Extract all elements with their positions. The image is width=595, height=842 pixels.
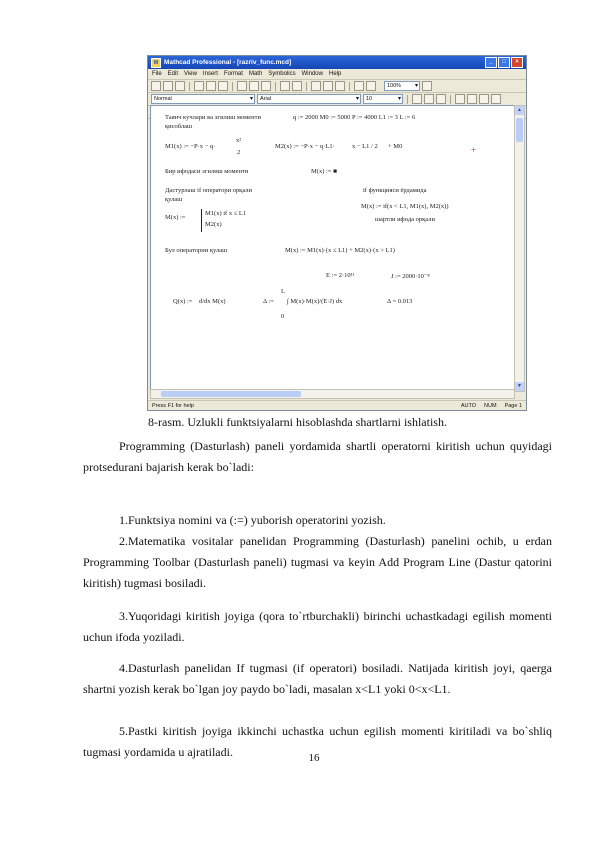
expr-int-upper: L [281,288,285,295]
align-center-icon[interactable] [467,94,477,104]
new-icon[interactable] [151,81,161,91]
menu-view[interactable]: View [184,71,197,77]
expr-if: M(x) := if(x < L1, M1(x), M2(x)) [361,203,449,210]
insert-unit-icon[interactable] [335,81,345,91]
open-icon[interactable] [163,81,173,91]
align-icon[interactable] [311,81,321,91]
bold-icon[interactable] [412,94,422,104]
paragraph [83,658,552,700]
undo-icon[interactable] [280,81,290,91]
expr-e: E := 2·10¹¹ [326,272,355,279]
paragraph-text: Programming (Dasturlash) paneli yordamida shartli operatorni kiritish uchun quyidagi protsedurani bajarish kerak bo`ladi: [83,439,552,475]
maximize-button[interactable]: □ [498,57,510,68]
expr-mx-line1: M1(x) if x ≤ L1 [205,210,247,217]
scroll-down-icon[interactable]: ▼ [515,382,524,391]
paragraph [83,606,552,648]
expr-mx: M(x) := [165,214,186,221]
expr-int-lower: 0 [281,313,285,320]
close-button[interactable]: × [511,57,523,68]
menu-insert[interactable]: Insert [202,71,218,77]
insert-function-icon[interactable] [323,81,333,91]
label-programming: Дастурлаш if оператори орқали [165,187,252,194]
status-help: Press F1 for help [152,402,194,409]
italic-icon[interactable] [424,94,434,104]
font-size-select[interactable]: 10 ▾ [363,94,403,104]
zoom-select[interactable]: 100% ▾ [384,81,420,91]
expr-params: q := 2000 M0 := 5000 P := 4000 L1 := 3 L := 6 [293,114,416,121]
expr-delta: Δ := [263,298,274,305]
align-right-icon[interactable] [479,94,489,104]
menu-file[interactable]: File [152,71,162,77]
paragraph-text: 2.Matematika vositalar panelidan Programming (Dasturlash) panelini ochib, u erdan Programming Toolbar (Dasturlash paneli) tugmasi va keyin Add Program Line (Dastur qatorini kiritish) tugmasi bosiladi. [83,534,552,591]
bullets-icon[interactable] [491,94,501,104]
page-number: 16 [308,752,320,764]
horizontal-scrollbar[interactable] [150,389,515,399]
align-left-icon[interactable] [455,94,465,104]
figure-caption: 8-rasm. Uzlukli funktsiyalarni hisoblashda shartlarni ishlatish. [148,415,447,429]
resource-icon[interactable] [366,81,376,91]
paragraph-text: 1.Funktsiya nomini va (:=) yuborish operatorini yozish. [119,513,386,527]
print-icon[interactable] [194,81,204,91]
label-programming-2: қулаш [165,196,183,203]
status-auto: AUTO [460,402,477,409]
label-conditional: шартли ифода орқали [375,216,435,223]
status-bar [148,400,526,410]
paragraph [83,531,552,595]
menu-bar [148,69,526,80]
redo-icon[interactable] [292,81,302,91]
paragraph-text: 3.Yuqoridagi kiritish joyiga (qora to`rtburchakli) birinchi uchastkadagi egilish momenti uchun ifoda yoziladi. [83,609,552,645]
label-reactions: Таянч кучлари ва эгилиш моменти [165,114,261,121]
expr-boolean: M(x) := M1(x)·(x ≤ L1) + M2(x)·(x > L1) [285,247,395,254]
expr-m2-tail: + M0 [388,143,403,150]
menu-symbolics[interactable]: Symbolics [268,71,296,77]
standard-toolbar [148,80,526,93]
save-icon[interactable] [175,81,185,91]
scroll-up-icon[interactable]: ▲ [515,106,524,115]
worksheet[interactable] [150,105,515,390]
style-select[interactable]: Normal ▾ [151,94,255,104]
expr-m2: M2(x) := −P·x − q·L1· [275,143,335,150]
help-icon[interactable] [422,81,432,91]
font-select[interactable]: Arial ▾ [257,94,361,104]
expr-m-placeholder: M(x) := ■ [311,168,338,175]
status-page: Page 1 [504,402,522,409]
label-if-function: if функцияси ёрдамида [363,187,427,194]
status-num: NUM [484,402,497,409]
expr-m1: M1(x) := −P·x − q· [165,143,216,150]
underline-icon[interactable] [436,94,446,104]
expr-delta-result: Δ = 0.013 [387,298,413,305]
menu-help[interactable]: Help [328,71,342,77]
menu-window[interactable]: Window [301,71,323,77]
spellcheck-icon[interactable] [218,81,228,91]
window-title: Mathcad Professional - [razriv_func.mcd] [164,59,292,66]
copy-icon[interactable] [249,81,259,91]
menu-math[interactable]: Math [248,71,263,77]
paragraph [83,510,552,531]
cut-icon[interactable] [237,81,247,91]
paste-icon[interactable] [261,81,271,91]
scroll-thumb[interactable] [516,118,523,142]
label-reactions-2: қисоблаш [165,123,193,130]
expr-integral: ∫ M(x)·M(x)/(E·J) dx [287,298,343,305]
label-boolean: Бул операторни қулаш [165,247,228,254]
expr-m1-num: x² [236,137,242,144]
hscroll-thumb[interactable] [161,391,301,397]
mathcad-app-icon: M [151,58,161,68]
expr-m2-paren: x − L1 / 2 [352,143,378,150]
expr-q-derivative: d/dx M(x) [199,298,226,305]
label-single-expr: Бир ифодаси эгилиш моменти [165,168,249,175]
calculate-icon[interactable] [354,81,364,91]
expr-m1-den: 2 [237,149,241,156]
paragraph [83,436,552,478]
paragraph-text: 4.Dasturlash panelidan If tugmasi (if operatori) bosiladi. Natijada kiritish joyi, qaerga shartni yozish kerak bo`lgan joy paydo bo`ladi, masalan x<L1 yoki 0<x<L1. [83,661,552,697]
expr-q: Q(x) := [173,298,193,305]
program-bar [201,209,202,232]
menu-edit[interactable]: Edit [167,71,179,77]
window-titlebar [148,56,526,69]
minimize-button[interactable]: _ [485,57,497,68]
expr-mx-line2: M2(x) [205,221,222,228]
paragraph-text: 5.Pastki kiritish joyiga ikkinchi uchastka uchun egilish momenti kiritiladi va bo`shliq tugmasi yordamida u ajratiladi. [83,724,552,760]
print-preview-icon[interactable] [206,81,216,91]
red-crosshair: + [471,145,477,155]
mathcad-screenshot [147,55,527,411]
menu-format[interactable]: Format [223,71,243,77]
vertical-scrollbar[interactable] [514,105,525,392]
expr-j: J := 2000·10⁻⁸ [391,273,430,280]
